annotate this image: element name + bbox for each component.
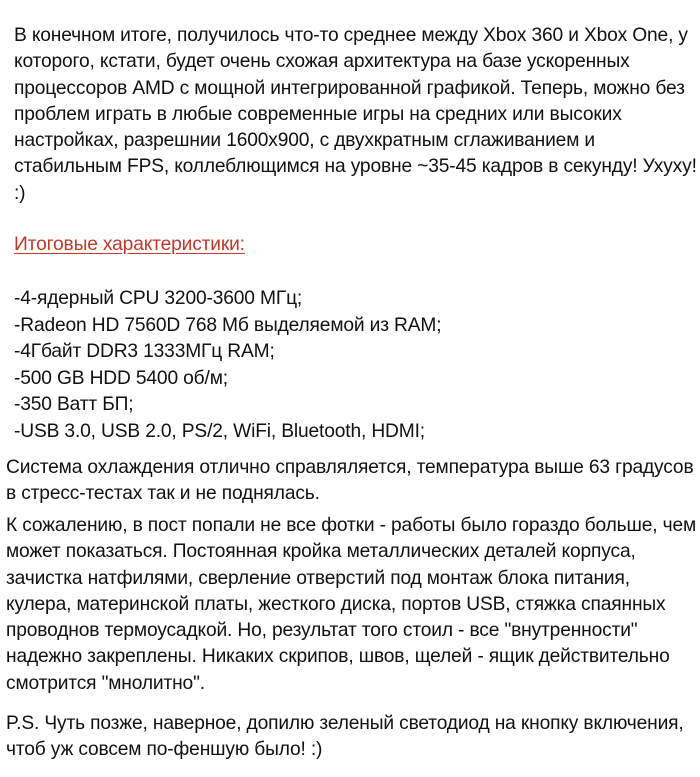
ps-paragraph: P.S. Чуть позже, наверное, допилю зеленый светодиод на кнопку включения, чтоб уж совсем по-феншую было! :) xyxy=(6,713,684,761)
spec-item: -500 GB HDD 5400 об/м; xyxy=(14,367,228,389)
specs-list xyxy=(14,286,684,446)
cooling-paragraph: Система охлаждения отлично справляляется, температура выше 63 градусов в стресс-тестах так и не поднялась. xyxy=(6,457,694,505)
spec-item: -Radeon HD 7560D 768 Мб выделяемой из RAM; xyxy=(14,314,442,336)
specs-heading: Итоговые характеристики: xyxy=(14,234,245,255)
work-paragraph: К сожалению, в пост попали не все фотки - работы было гораздо больше, чем может показаться. Постоянная кройка металлических деталей корпуса, зачистка натфилями, сверление отверстий под монтаж блока питания, кулера, материнской платы, жесткого диска, портов USB, стяжка спаянных проводнов термоусадкой. Но, результат того стоил - все "внутренности" надежно закреплены. Никаких скрипов, швов, щелей - ящик действительно смотрится "мнолитно". xyxy=(6,515,697,694)
spec-item: -USB 3.0, USB 2.0, PS/2, WiFi, Bluetooth, HDMI; xyxy=(14,420,425,442)
intro-paragraph: В конечном итоге, получилось что-то среднее между Xbox 360 и Xbox One, у которого, кстати, будет очень схожая архитектура на базе ускоренных процессоров AMD с мощной интегрированной графикой. Теперь, можно без проблем играть в любые современные игры на средних или высоких настройках, разрешнии 1600x900, с двухкратным сглаживанием и стабильным FPS, коллеблющимся на уровне ~35-45 кадров в секунду! Ухуху! :) xyxy=(14,25,697,204)
spec-item: -4-ядерный CPU 3200-3600 МГц; xyxy=(14,288,303,309)
spec-item: -350 Ватт БП; xyxy=(14,394,134,416)
spec-item: -4Гбайт DDR3 1333МГц RAM; xyxy=(14,341,275,363)
